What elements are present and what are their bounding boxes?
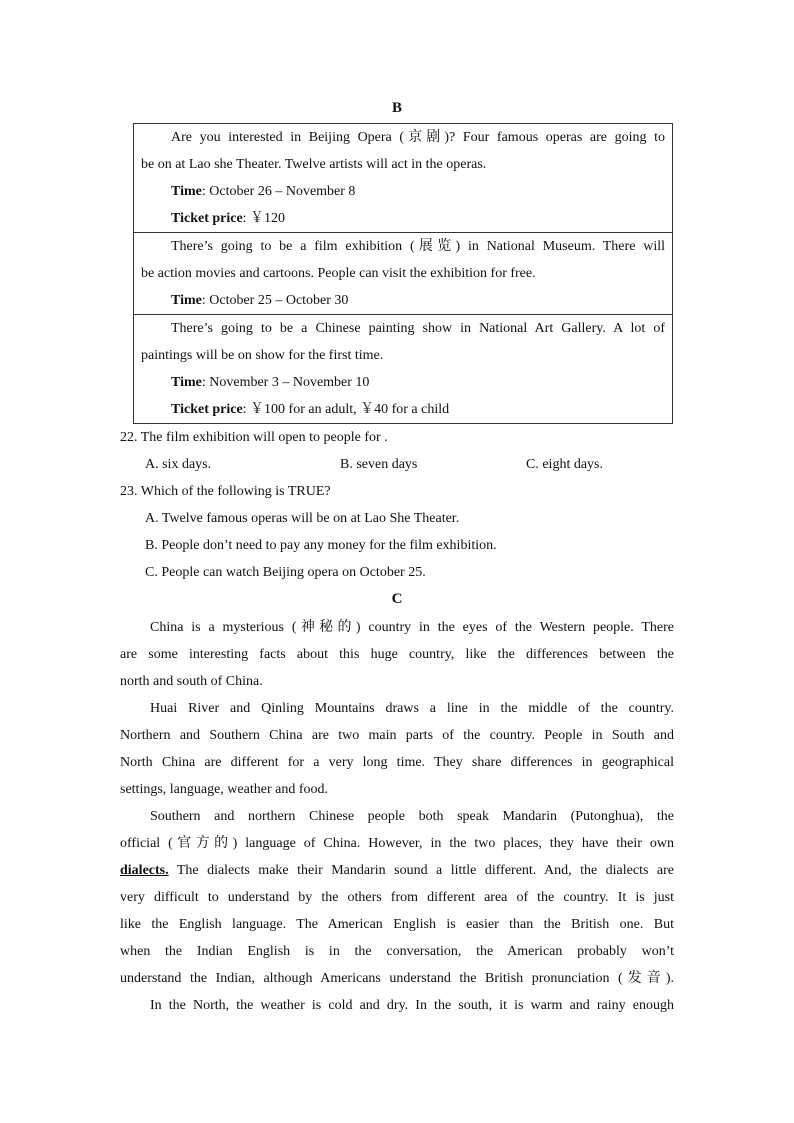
price-label: Ticket price [171, 211, 243, 226]
time-label: Time [171, 293, 202, 308]
notice-line: There’s going to be a Chinese painting show in National Art Gallery. A lot of [171, 321, 665, 336]
time-value: : October 26 – November 8 [201, 184, 356, 199]
passage-line: very difficult to understand by the others from different area of the country. It is just [120, 890, 674, 905]
notice-price [141, 205, 665, 232]
price-label: Ticket price [171, 402, 243, 417]
passage-line: Southern and northern Chinese people both speak Mandarin (Putonghua), the [150, 809, 674, 824]
passage-line: understand the Indian, although Americans understand the British pronunciation (发音). [120, 971, 674, 986]
passage-line: official (官方的) language of China. However, in the two places, they have their own [120, 836, 674, 851]
notice-line: Are you interested in Beijing Opera (京剧)? Four famous operas are going to [171, 130, 665, 145]
price-value: : ￥100 for an adult, ￥40 for a child [242, 402, 450, 417]
passage-line: like the English language. The American English is easier than the British one. But [120, 917, 674, 932]
notice-opera [134, 124, 672, 232]
question-23-option-b[interactable]: B. People don’t need to pay any money for the film exhibition. [145, 538, 497, 553]
notice-table [133, 123, 673, 424]
keyword-dialects: dialects. [120, 863, 169, 878]
passage-line: north and south of China. [120, 674, 263, 689]
passage-c [120, 614, 674, 1019]
section-b-title: B [391, 100, 402, 116]
passage-line: In the North, the weather is cold and dry. In the south, it is warm and rainy enough [150, 998, 674, 1013]
passage-line-with-keyword [120, 857, 674, 884]
time-value: : October 25 – October 30 [201, 293, 349, 308]
notice-line: paintings will be on show for the first time. [141, 348, 384, 363]
passage-line: Northern and Southern China are two main parts of the country. People in South and [120, 728, 674, 743]
passage-line: Huai River and Qinling Mountains draws a line in the middle of the country. [150, 701, 674, 716]
notice-time [141, 287, 665, 314]
notice-painting [134, 314, 672, 423]
question-22-option-b[interactable]: B. seven days [340, 457, 418, 472]
question-23-stem: 23. Which of the following is TRUE? [120, 484, 331, 499]
time-label: Time [171, 184, 202, 199]
passage-line: when the Indian English is in the conversation, the American probably won’t [120, 944, 674, 959]
notice-line: be action movies and cartoons. People can visit the exhibition for free. [141, 266, 536, 281]
question-23-option-a[interactable]: A. Twelve famous operas will be on at Lao She Theater. [145, 511, 460, 526]
passage-line: are some interesting facts about this huge country, like the differences between the [120, 647, 674, 662]
question-23-option-c[interactable]: C. People can watch Beijing opera on October 25. [145, 565, 426, 580]
notice-line: There’s going to be a film exhibition (展览) in National Museum. There will [171, 239, 665, 254]
time-value: : November 3 – November 10 [201, 375, 370, 390]
passage-line: China is a mysterious (神秘的) country in the eyes of the Western people. There [150, 620, 674, 635]
notice-price [141, 396, 665, 423]
question-22-option-c[interactable]: C. eight days. [526, 457, 603, 472]
notice-film [134, 232, 672, 314]
notice-time [141, 178, 665, 205]
notice-time [141, 369, 665, 396]
passage-line: settings, language, weather and food. [120, 782, 328, 797]
passage-line-rest: The dialects make their Mandarin sound a little different. And, the dialects are [168, 863, 674, 878]
price-value: : ￥120 [242, 211, 286, 226]
question-22-option-a[interactable]: A. six days. [145, 457, 212, 472]
time-label: Time [171, 375, 202, 390]
question-22-stem: 22. The film exhibition will open to people for . [120, 430, 388, 445]
notice-line: be on at Lao she Theater. Twelve artists will act in the operas. [141, 157, 487, 172]
section-c-title: C [391, 591, 403, 607]
passage-line: North China are different for a very long time. They share differences in geographical [120, 755, 674, 770]
